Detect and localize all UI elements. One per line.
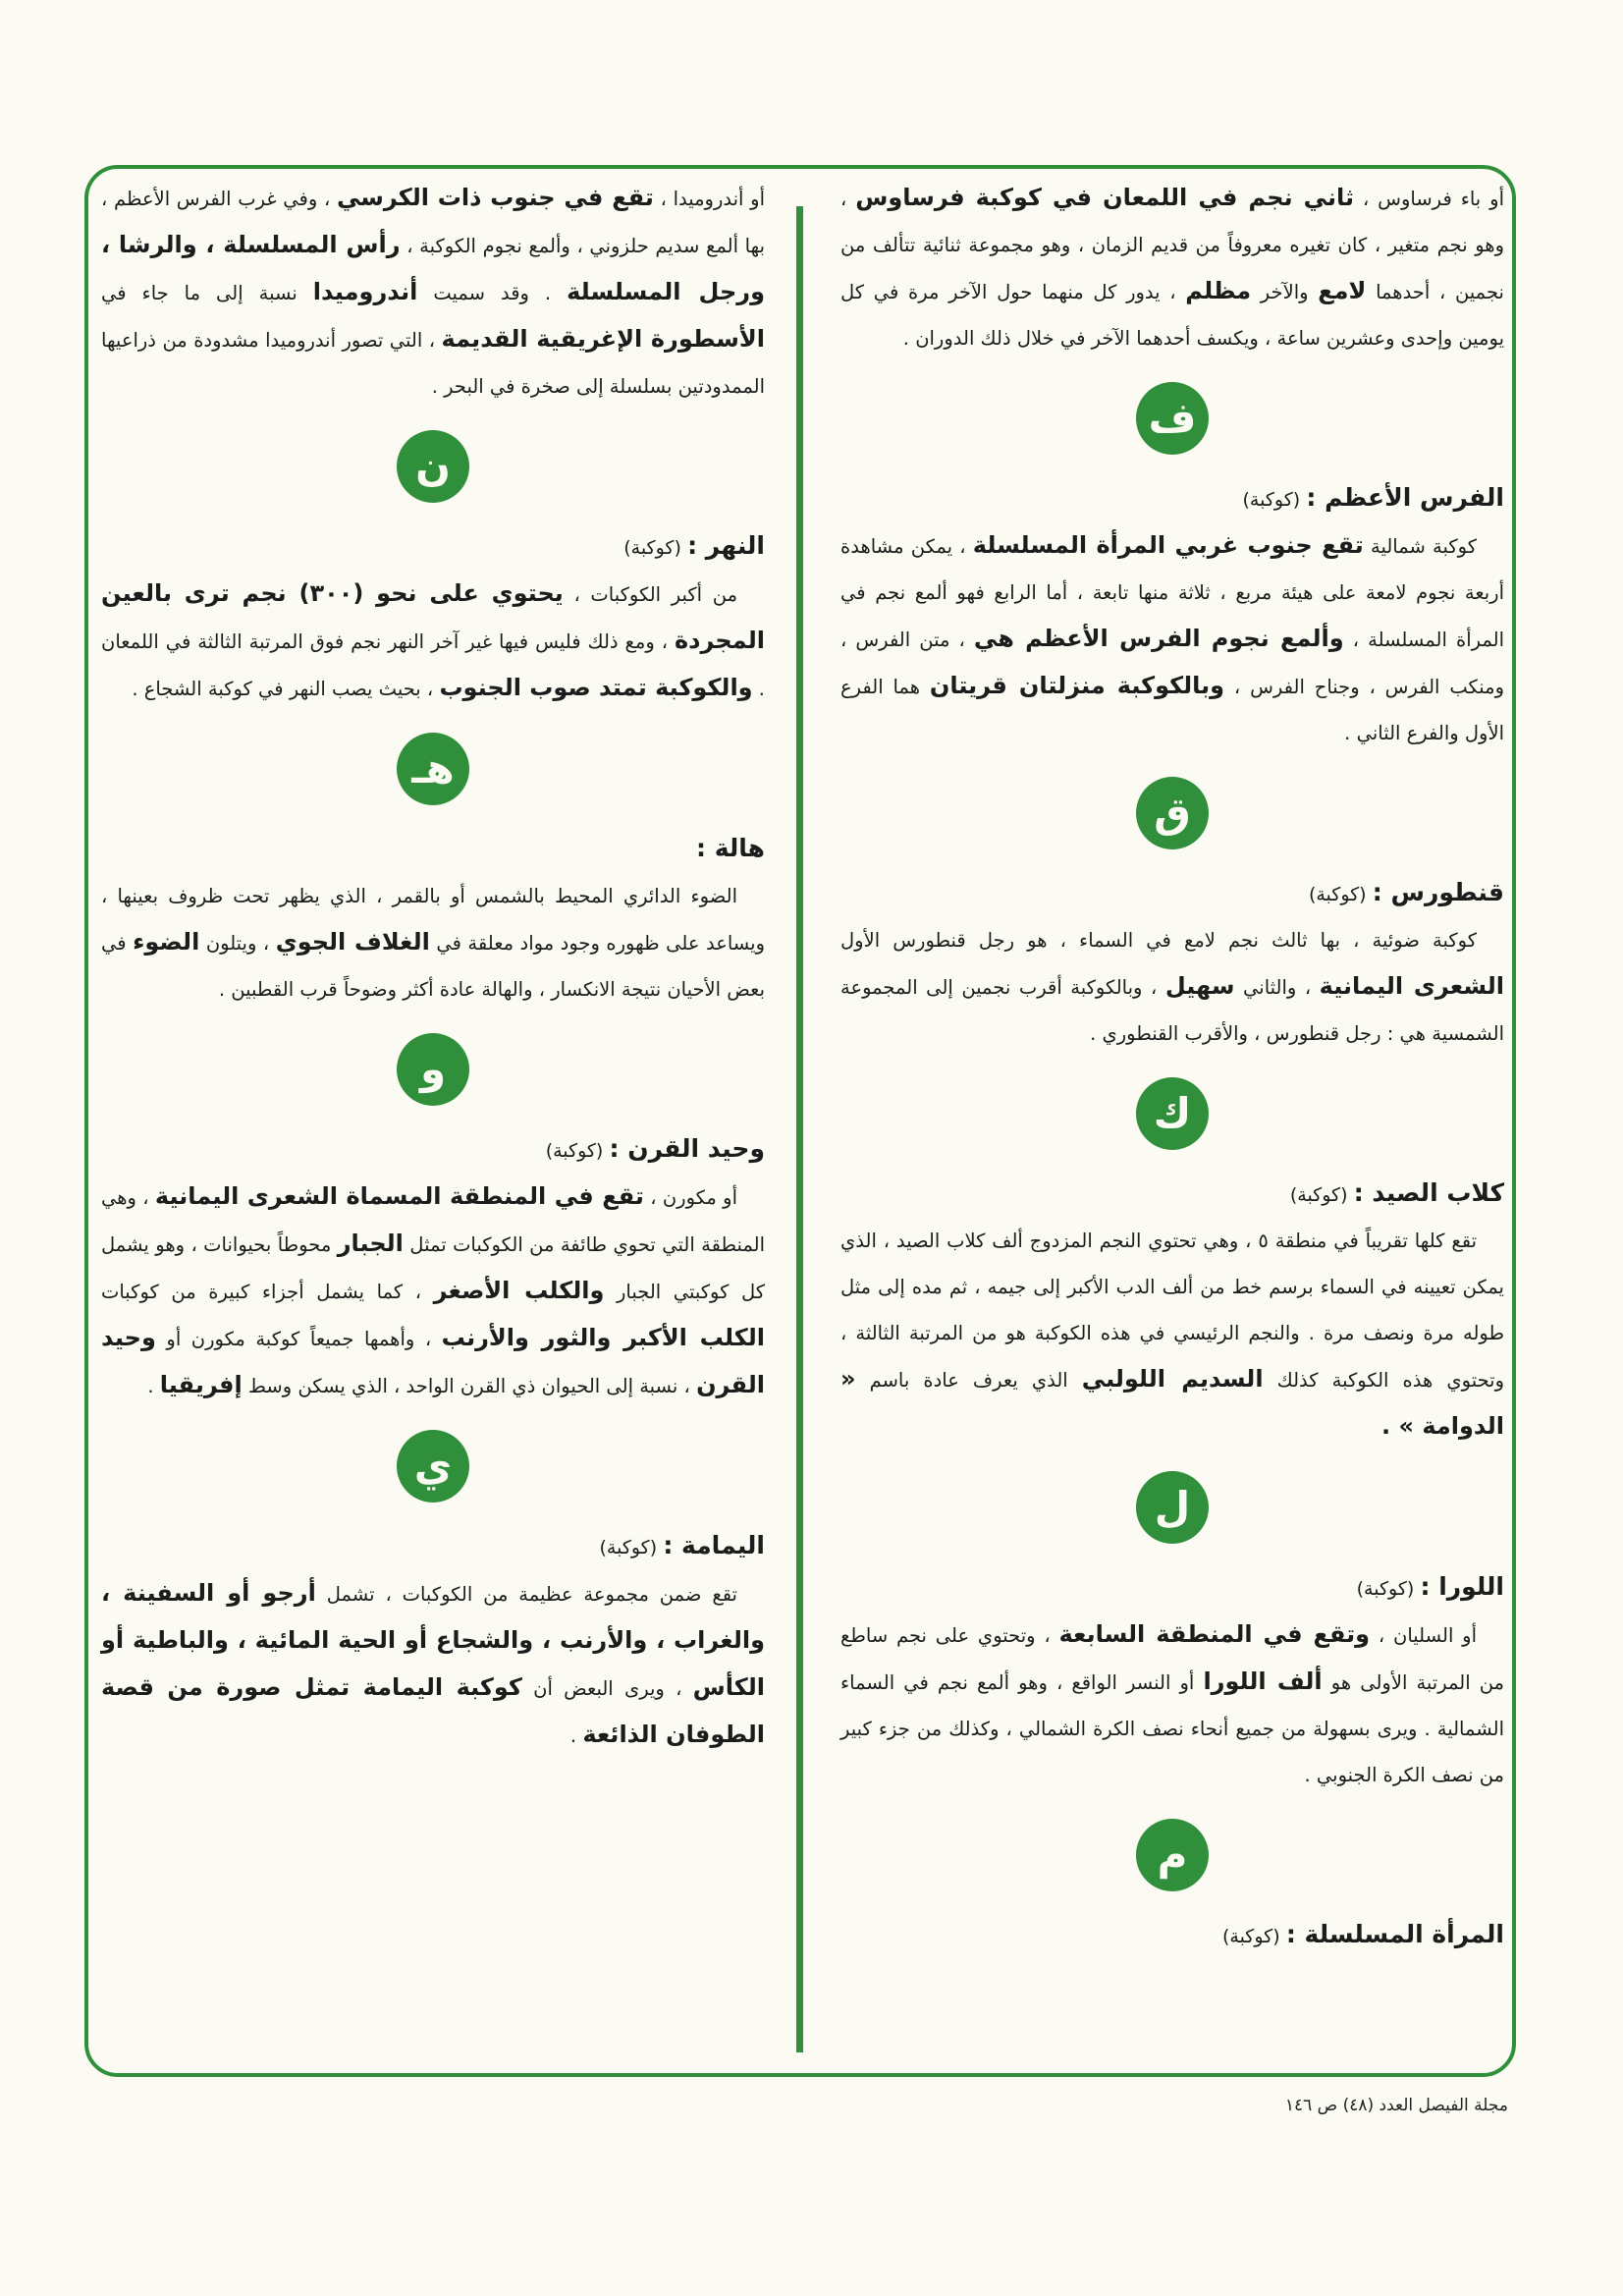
entry-andromeda-cont: [101, 175, 765, 410]
wahid-text-2: ، وهي المنطقة التي تحوي طائفة من الكوكبات تمثل: [101, 1186, 765, 1256]
alyamama-text-3: .: [569, 1724, 577, 1747]
qantoros-text-1: كوكبة ضوئية ، بها ثالث نجم لامع في السماء ، هو رجل قنطورس الأول: [840, 929, 1477, 952]
entry-alfaras-body: [840, 522, 1504, 756]
intro-lead: أو باء فرساوس ،: [1362, 188, 1505, 210]
kilab-bold-1: السديم اللولبي: [1081, 1365, 1264, 1393]
entry-allura-body: [840, 1612, 1504, 1798]
letter-marker-y: [101, 1417, 765, 1515]
entry-heading-allura: [840, 1562, 1504, 1612]
letter-w-badge: و: [397, 1033, 469, 1106]
type-wahid: (كوكبة): [545, 1140, 604, 1162]
cont-bold-3: أندروميدا: [312, 278, 418, 305]
wahid-bold-2: الجبار: [337, 1230, 404, 1257]
wahid-bold-1: تقع في المنطقة المسماة الشعرى اليمانية: [154, 1182, 644, 1210]
letter-l-badge: ل: [1136, 1471, 1209, 1544]
qantoros-text-2: ، والثاني: [1243, 976, 1312, 999]
type-qantoros: (كوكبة): [1308, 884, 1367, 905]
letter-marker-m: [840, 1806, 1504, 1904]
intro-text-1: ، وهو نجم متغير ، كان تغيره معروفاً من قديم الزمان ، وهو مجموعة ثنائية تتألف من نجمين ، أحدهما: [840, 188, 1504, 303]
qantoros-bold-2: سهيل: [1164, 972, 1235, 1000]
letter-marker-w: [101, 1020, 765, 1119]
hala-text-3: في بعض الأحيان نتيجة الانكسار ، والهالة عادة أكثر وضوحاً قرب القطبين .: [101, 932, 765, 1001]
entry-heading-alfaras: [840, 473, 1504, 522]
entry-kilab-body: [840, 1218, 1504, 1450]
annahr-text-2: ، ومع ذلك فليس فيها غير آخر النهر نجم فوق المرتبة الثالثة في اللمعان .: [101, 630, 765, 700]
kilab-text-2: الذي يعرف عادة باسم: [869, 1369, 1068, 1392]
kilab-bold-2: « الدوامة » .: [840, 1365, 1504, 1440]
alfaras-bold-1: تقع جنوب غربي المرأة المسلسلة: [972, 531, 1364, 559]
alfaras-bold-3: وبالكوكبة منزلتان قريتان: [929, 672, 1225, 699]
entry-heading-hala: [101, 824, 765, 873]
alyamama-bold-2: كوكبة اليمامة تمثل صورة من قصة الطوفان الذائعة: [101, 1673, 765, 1748]
alfaras-bold-2: وألمع نجوم الفرس الأعظم هي: [973, 625, 1344, 652]
intro-text-2: والآخر: [1260, 281, 1309, 303]
letter-n-badge: ن: [397, 430, 469, 503]
annahr-text-1: من أكبر الكوكبات ،: [573, 583, 738, 606]
type-kilab: (كوكبة): [1289, 1184, 1348, 1206]
wahid-text-5: ، وأهمها جميعاً كوكبة مكورن أو: [166, 1328, 432, 1350]
annahr-bold-2: والكوكبة تمتد صوب الجنوب: [439, 674, 753, 701]
intro-text-3: ، يدور كل منهما حول الآخر مرة في كل يومين وإحدى وعشرين ساعة ، ويكسف أحدهما الآخر في خلال ذلك الدوران .: [840, 281, 1504, 350]
cont-bold-2: رأس المسلسلة ، والرشا ، ورجل المسلسلة: [101, 231, 766, 305]
entry-heading-annahr: [101, 521, 765, 571]
intro-bold-2: لامع: [1318, 277, 1367, 304]
entry-alyamama-body: [101, 1570, 765, 1759]
right-column: [840, 175, 1504, 1959]
letter-q-badge: ق: [1136, 777, 1209, 849]
letter-marker-l: [840, 1458, 1504, 1557]
type-almara: (كوكبة): [1221, 1926, 1280, 1947]
hala-bold-2: الضوء: [133, 928, 200, 956]
hala-bold-1: الغلاف الجوي: [275, 928, 430, 956]
allura-text-3: أو النسر الواقع ، وهو ألمع نجم في السماء الشمالية . ويرى بسهولة من جميع أنحاء نصف الكرة الشمالي ، وكذلك من جزء كبير من نصف الكرة الجنوبي .: [840, 1671, 1504, 1786]
letter-marker-f: [840, 369, 1504, 467]
wahid-text-4: ، كما يشمل أجزاء كبيرة من كوكبات: [101, 1281, 422, 1303]
alfaras-text-2: ، يمكن مشاهدة أربعة نجوم لامعة على هيئة مربع ، ثلاثة منها تابعة ، أما الرابع فهو ألمع نجم في المرأة المسلسلة ،: [840, 535, 1505, 651]
entry-heading-kilab: [840, 1169, 1504, 1218]
cont-text-3: . وقد سميت: [433, 282, 552, 304]
term-wahid: وحيد القرن :: [609, 1134, 765, 1163]
letter-k-badge: ك: [1136, 1077, 1209, 1150]
term-alyamama: اليمامة :: [663, 1531, 765, 1559]
entry-beta-persei: [840, 175, 1504, 361]
wahid-text-7: .: [147, 1375, 154, 1397]
cont-text-5: ، التي تصور أندروميدا مشدودة من ذراعيها الممدودتين بسلسلة إلى صخرة في البحر .: [101, 329, 765, 398]
wahid-bold-6: إفريقيا: [159, 1371, 243, 1398]
entry-qantoros-body: [840, 917, 1504, 1057]
cont-text-4: نسبة إلى ما جاء في: [101, 282, 298, 304]
term-kilab: كلاب الصيد :: [1353, 1178, 1504, 1207]
intro-bold-3: مظلم: [1185, 277, 1252, 304]
type-annahr: (كوكبة): [623, 537, 681, 559]
cont-text-2: ، وفي غرب الفرس الأعظم ، بها ألمع سديم حلزوني ، وألمع نجوم الكوكبة ،: [101, 188, 765, 257]
annahr-text-3: ، بحيث يصب النهر في كوكبة الشجاع .: [132, 678, 434, 700]
letter-f-badge: ف: [1136, 382, 1209, 455]
term-allura: اللورا :: [1420, 1572, 1504, 1601]
wahid-bold-5: وحيد القرن: [101, 1324, 765, 1398]
alfaras-text-3: ، متن الفرس ، ومنكب الفرس ، وجناح الفرس ،: [840, 629, 1504, 698]
annahr-bold-1: يحتوي على نحو (٣٠٠) نجم ترى بالعين المجردة: [101, 579, 766, 654]
term-hala: هالة :: [696, 834, 765, 862]
entry-heading-wahid: [101, 1124, 765, 1174]
allura-bold-1: وتقع في المنطقة السابعة: [1058, 1620, 1371, 1648]
page-footer: مجلة الفيصل العدد (٤٨) ص ١٤٦: [1284, 2096, 1508, 2115]
alfaras-text-1: كوكبة شمالية: [1370, 535, 1478, 558]
entry-heading-almara: [840, 1910, 1504, 1959]
alyamama-bold-1: أرجو أو السفينة ، والغراب ، والأرنب ، والشجاع أو الحية المائية ، والباطية أو الكأس: [101, 1579, 765, 1701]
qantoros-text-3: ، وبالكوكبة أقرب نجمين إلى المجموعة الشمسية هي : رجل قنطورس ، والأقرب القنطوري .: [840, 976, 1504, 1045]
wahid-text-6: ، نسبة إلى الحيوان ذي القرن الواحد ، الذي يسكن وسط: [247, 1375, 690, 1397]
left-column: [101, 175, 765, 1759]
letter-y-badge: ي: [397, 1430, 469, 1503]
allura-text-1: أو السليان ،: [1378, 1624, 1477, 1647]
kilab-text-1: تقع كلها تقريباً في منطقة ٥ ، وهي تحتوي النجم المزدوج ألف كلاب الصيد ، الذي يمكن تعيينه في السماء برسم خط من ألف الدب الأكبر إلى جيمه ، ثم مده إلى مثل طوله مرة ونصف مرة . والنجم الرئيسي في هذه الكوكبة هو من المرتبة الثالثة ، وتحتوي هذه الكوكبة كذلك: [840, 1230, 1505, 1392]
type-alfaras: (كوكبة): [1242, 489, 1301, 511]
intro-bold: ثاني نجم في اللمعان في كوكبة فرساوس: [855, 184, 1355, 211]
entry-heading-alyamama: [101, 1521, 765, 1570]
type-alyamama: (كوكبة): [599, 1537, 658, 1558]
hala-text-1: الضوء الدائري المحيط بالشمس أو بالقمر ، الذي يظهر تحت ظروف بعينها ، ويساعد على ظهوره وجود مواد معلقة في: [101, 885, 766, 955]
alyamama-text-1: تقع ضمن مجموعة عظيمة من الكوكبات ، تشمل: [326, 1583, 737, 1606]
type-allura: (كوكبة): [1356, 1578, 1415, 1600]
term-alfaras: الفرس الأعظم :: [1306, 483, 1504, 512]
wahid-text-1: أو مكورن ،: [650, 1186, 738, 1209]
column-divider: [796, 206, 803, 2052]
term-annahr: النهر :: [687, 531, 765, 560]
wahid-bold-4: الكلب الأكبر والثور والأرنب: [441, 1324, 766, 1351]
entry-hala-body: [101, 873, 765, 1012]
letter-h-badge: هـ: [397, 733, 469, 805]
cont-bold-4: الأسطورة الإغريقية القديمة: [441, 325, 766, 353]
wahid-text-3: محوطاً بحيوانات ، وهو يشمل كل كوكبتي الجبار: [101, 1233, 766, 1303]
alyamama-text-2: ، ويرى البعض أن: [533, 1677, 682, 1700]
entry-wahid-body: [101, 1174, 765, 1409]
cont-text-1: أو أندروميدا ،: [660, 188, 765, 210]
hala-text-2: ، ويتلون: [205, 932, 270, 955]
allura-bold-2: ألف اللورا: [1203, 1667, 1323, 1695]
cont-bold-1: تقع في جنوب ذات الكرسي: [336, 184, 654, 211]
qantoros-bold-1: الشعرى اليمانية: [1319, 972, 1504, 1000]
letter-marker-n: [101, 417, 765, 516]
alfaras-text-4: هما الفرع الأول والفرع الثاني .: [840, 676, 1504, 744]
wahid-bold-3: والكلب الأصغر: [433, 1277, 605, 1304]
letter-marker-q: [840, 764, 1504, 862]
allura-text-2: ، وتحتوي على نجم ساطع من المرتبة الأولى هو: [840, 1624, 1505, 1694]
term-almara: المرأة المسلسلة :: [1285, 1920, 1504, 1948]
entry-annahr-body: [101, 571, 765, 712]
entry-heading-qantoros: [840, 868, 1504, 917]
term-qantoros: قنطورس :: [1372, 878, 1504, 906]
letter-marker-k: [840, 1065, 1504, 1163]
letter-m-badge: م: [1136, 1819, 1209, 1891]
letter-marker-h: [101, 720, 765, 818]
